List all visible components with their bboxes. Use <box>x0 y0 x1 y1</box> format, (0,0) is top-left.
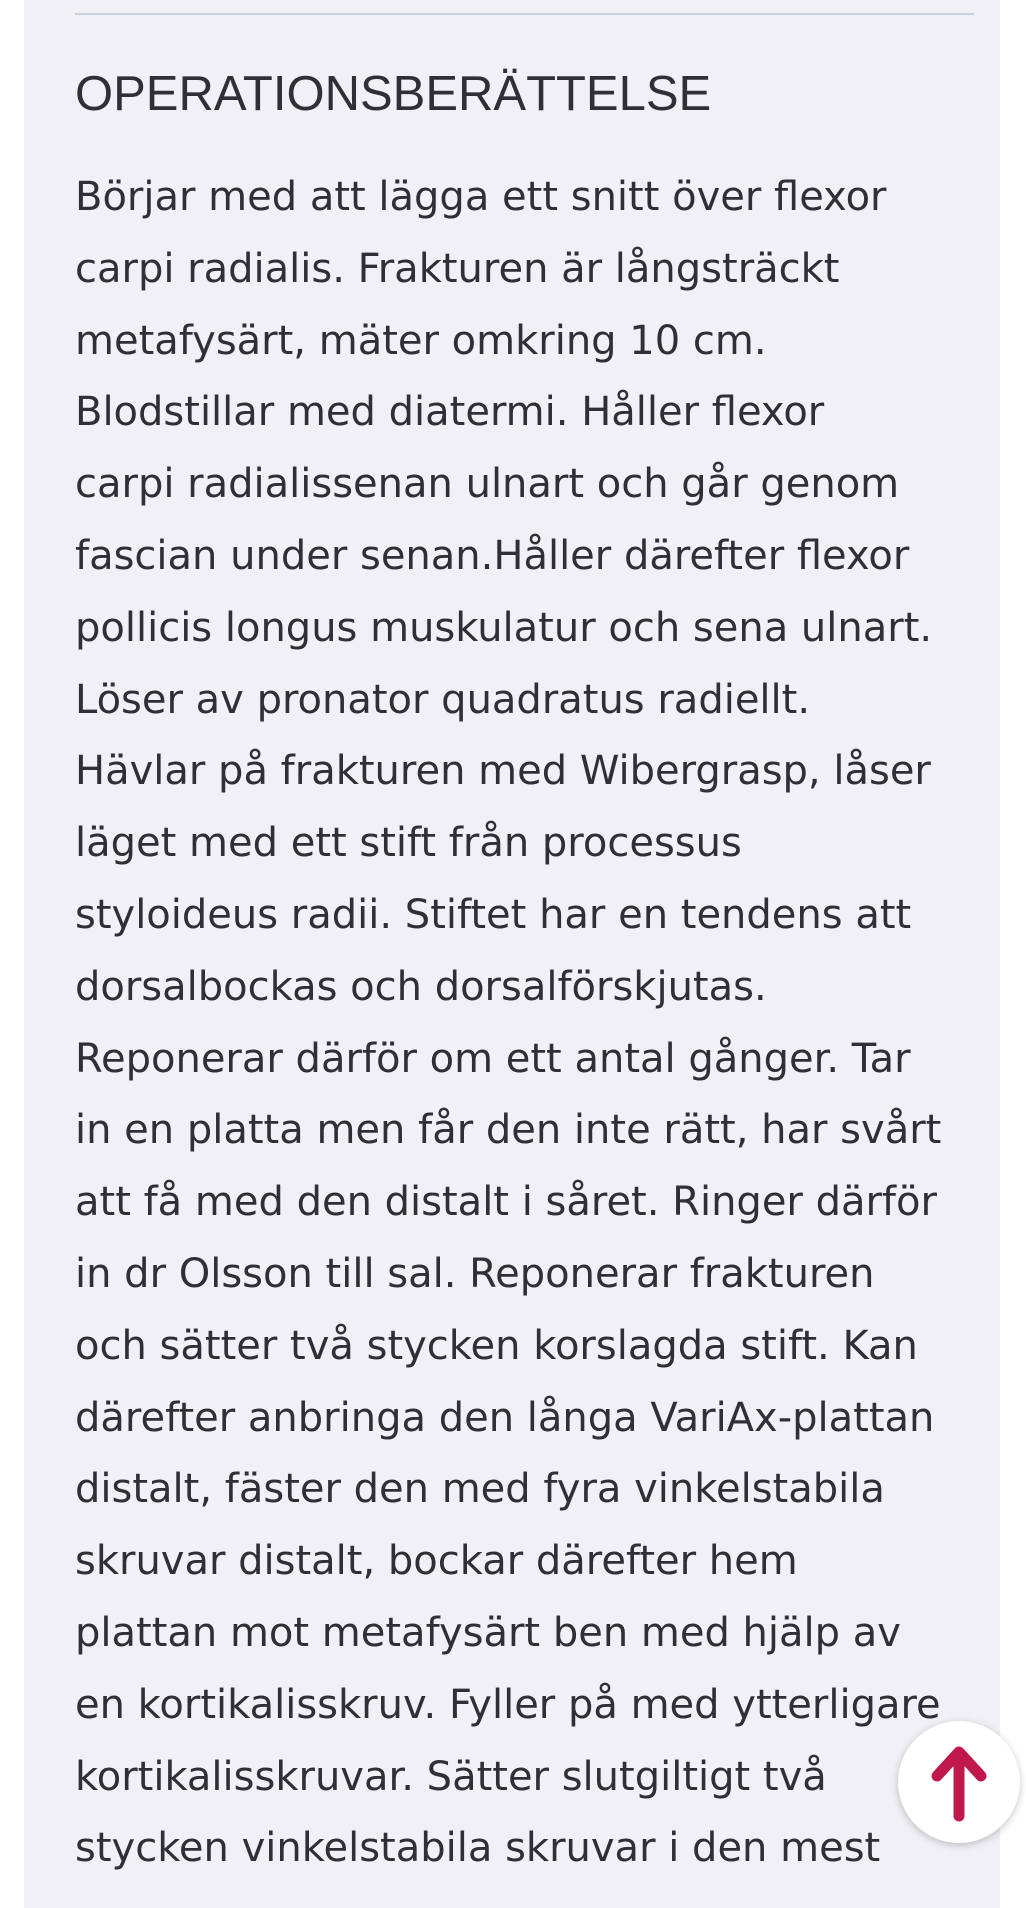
body-text-line: läget med ett stift från processus <box>75 820 742 867</box>
body-text-line: fascian under senan.Håller därefter flexor <box>75 532 910 579</box>
body-text-line: att få med den distalt i såret. Ringer därför <box>75 1179 937 1226</box>
body-text-line: in en platta men får den inte rätt, har svårt <box>75 1107 942 1154</box>
section-divider <box>75 13 974 15</box>
body-text-line: Hävlar på frakturen med Wibergrasp, låser <box>75 748 931 795</box>
body-text-line: Börjar med att lägga ett snitt över flexor <box>75 174 887 220</box>
body-text-line: styloideus radii. Stiftet har en tendens att <box>75 891 912 938</box>
body-text-line: metafysärt, mäter omkring 10 cm. <box>75 317 767 364</box>
body-text-line: en kortikalisskruv. Fyller på med ytterligare <box>75 1681 941 1728</box>
section-heading: OPERATIONSBERÄTTELSE <box>75 67 712 121</box>
body-text-line: därefter anbringa den långa VariAx-plattan <box>75 1394 935 1441</box>
body-text-line: stycken vinkelstabila skruvar i den mest <box>75 1825 881 1872</box>
body-text-line: carpi radialissenan ulnart och går genom <box>75 461 900 508</box>
body-text-line: skruvar distalt, bockar därefter hem <box>75 1538 798 1585</box>
body-text-line: plattan mot metafysärt ben med hjälp av <box>75 1609 901 1656</box>
scroll-to-top-button[interactable] <box>898 1721 1020 1843</box>
arrow-up-icon <box>929 1742 989 1822</box>
body-text-line: Reponerar därför om ett antal gånger. Tar <box>75 1035 911 1082</box>
operation-report-text <box>75 162 995 1885</box>
body-text-line: pollicis longus muskulatur och sena ulnart. <box>75 604 933 651</box>
content-card <box>24 0 1000 1908</box>
body-text-line: dorsalbockas och dorsalförskjutas. <box>75 963 767 1010</box>
body-text-line: och sätter två stycken korslagda stift. Kan <box>75 1322 918 1369</box>
body-text-line: Löser av pronator quadratus radiellt. <box>75 676 811 723</box>
body-text-line: in dr Olsson till sal. Reponerar frakturen <box>75 1250 875 1297</box>
body-text-line: Blodstillar med diatermi. Håller flexor <box>75 389 825 436</box>
body-text-line: kortikalisskruvar. Sätter slutgiltigt två <box>75 1753 827 1800</box>
body-text-line: distalt, fäster den med fyra vinkelstabila <box>75 1466 885 1513</box>
body-text-line: carpi radialis. Frakturen är långsträckt <box>75 245 840 292</box>
